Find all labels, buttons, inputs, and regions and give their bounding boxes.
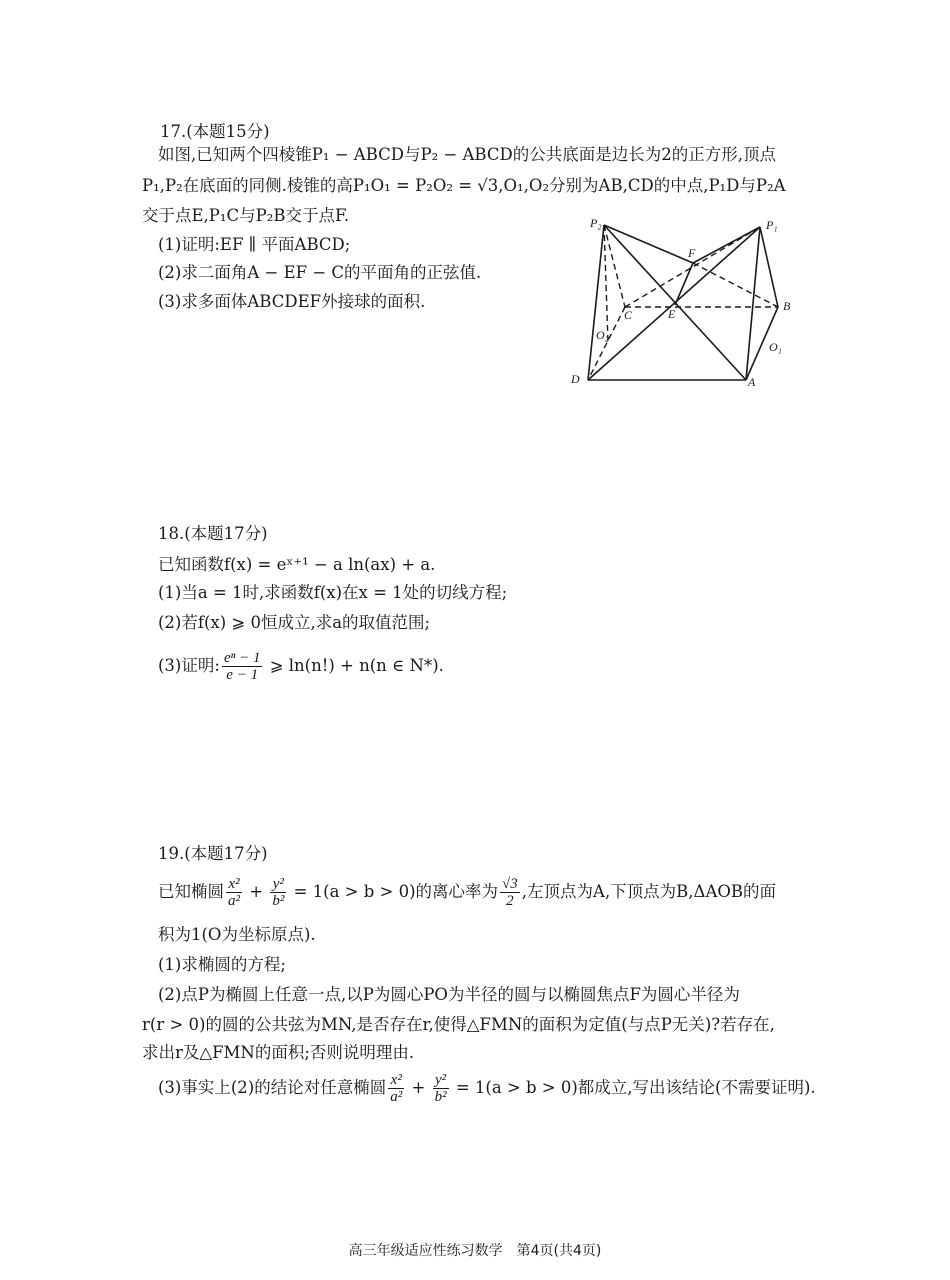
q19-x2-over-a2 bbox=[226, 876, 242, 909]
q18-part3 bbox=[158, 646, 444, 686]
q19-a2: a² bbox=[228, 893, 240, 909]
q19-part1: (1)求椭圆的方程; bbox=[158, 955, 286, 974]
label-O2: O₂ bbox=[596, 328, 609, 342]
q18-header: 18.(本题17分) bbox=[158, 524, 268, 543]
edge-P1-B bbox=[760, 227, 778, 307]
label-C: C bbox=[624, 308, 633, 322]
q17-header: 17.(本题15分) bbox=[160, 122, 270, 141]
label-B: B bbox=[783, 299, 791, 313]
q19-stem-mid: = 1(a > b > 0)的离心率为 bbox=[288, 882, 499, 901]
q19-b2: b² bbox=[272, 893, 285, 909]
q19-part3-prefix: (3)事实上(2)的结论对任意椭圆 bbox=[158, 1078, 387, 1097]
q18-stem: 已知函数f(x) = eˣ⁺¹ − a ln(ax) + a. bbox=[158, 555, 436, 574]
q19-two: 2 bbox=[506, 893, 514, 909]
label-A: A bbox=[748, 375, 756, 389]
q19-part3-b2: b² bbox=[434, 1089, 447, 1105]
label-P2: P₂ bbox=[590, 216, 602, 230]
edge-P2-D bbox=[588, 225, 604, 380]
label-P1: P₁ bbox=[766, 218, 778, 232]
q17-stem-line3: 交于点E,P₁C与P₂B交于点F. bbox=[142, 206, 350, 225]
q19-part2-line2: r(r > 0)的圆的公共弦为MN,是否存在r,使得△FMN的面积为定值(与点P无关)?若存在, bbox=[142, 1015, 775, 1034]
q19-eccentricity bbox=[500, 876, 520, 909]
q19-stem-line2: 积为1(O为坐标原点). bbox=[158, 925, 316, 944]
q18-part3-numerator: eⁿ − 1 bbox=[223, 650, 261, 666]
pyramid-figure bbox=[560, 215, 800, 395]
q19-part3-y2: y² bbox=[433, 1072, 449, 1089]
q19-part3-x2-over-a2 bbox=[388, 1072, 404, 1105]
q19-stem-prefix: 已知椭圆 bbox=[158, 882, 224, 901]
q19-part3-y2-over-b2 bbox=[433, 1072, 449, 1105]
q19-part2-line3: 求出r及△FMN的面积;否则说明理由. bbox=[142, 1043, 415, 1062]
q17-part1: (1)证明:EF ∥ 平面ABCD; bbox=[158, 235, 351, 254]
q17-stem-line1: 如图,已知两个四棱锥P₁ − ABCD与P₂ − ABCD的公共底面是边长为2的正方形,顶点 bbox=[158, 145, 776, 164]
label-F: F bbox=[688, 246, 696, 260]
page-footer: 高三年级适应性练习数学 第4页(共4页) bbox=[348, 1243, 602, 1259]
q19-y2: y² bbox=[270, 876, 286, 893]
q19-part3-x2: x² bbox=[388, 1072, 404, 1089]
edge-P2-F bbox=[604, 225, 693, 263]
q18-part3-prefix: (3)证明: bbox=[158, 656, 220, 675]
q19-stem-suffix: ,左顶点为A,下顶点为B,ΔAOB的面 bbox=[521, 882, 777, 901]
q19-sqrt3: √3 bbox=[502, 876, 518, 892]
q18-part3-fraction bbox=[222, 650, 263, 683]
q18-part3-denominator: e − 1 bbox=[226, 667, 259, 683]
label-D: D bbox=[571, 372, 580, 386]
q19-part3-suffix: = 1(a > b > 0)都成立,写出该结论(不需要证明). bbox=[450, 1078, 816, 1097]
q19-y2-over-b2 bbox=[270, 876, 286, 909]
q17-stem-line2: P₁,P₂在底面的同侧.棱锥的高P₁O₁ = P₂O₂ = √3,O₁,O₂分别为AB,CD的中点,P₁D与P₂A bbox=[142, 176, 786, 195]
q17-part2: (2)求二面角A − EF − C的平面角的正弦值. bbox=[158, 263, 482, 282]
edge-P2-O2-hidden bbox=[604, 225, 608, 342]
q19-x2: x² bbox=[226, 876, 242, 893]
edge-F-B-hidden bbox=[693, 263, 778, 307]
label-O1: O₁ bbox=[769, 340, 782, 354]
edge-C-P1-hidden bbox=[625, 227, 760, 307]
q19-part3: (3)事实上(2)的结论对任意椭圆 $\frac{\text{x²}}{\text{a²}}$ + $\frac{\text{y²}}{\text{b²}}$ = 1(a > b > 0)都成立,写出该结论(不需要证明). bbox=[158, 1072, 816, 1105]
q17-part3: (3)求多面体ABCDEF外接球的面积. bbox=[158, 292, 426, 311]
q19-part3-a2: a² bbox=[390, 1089, 403, 1105]
q19-stem-line1: 已知椭圆 $\frac{\text{x²}}{\text{a²}}$ + $\frac{\text{y²}}{\text{b²}}$ = 1(a > b > 0)的离心率为 $\frac{√3}{2}$ ,左顶点为A,下顶点为B,ΔAOB的面 bbox=[158, 876, 777, 909]
q18-part1: (1)当a = 1时,求函数f(x)在x = 1处的切线方程; bbox=[158, 583, 508, 602]
q19-header: 19.(本题17分) bbox=[158, 844, 268, 863]
q19-part2-line1: (2)点P为椭圆上任意一点,以P为圆心PO为半径的圆与以椭圆焦点F为圆心半径为 bbox=[158, 985, 740, 1004]
label-E: E bbox=[668, 307, 676, 321]
edge-P1-A bbox=[746, 227, 760, 380]
edge-P1-D bbox=[588, 227, 760, 380]
q18-part2: (2)若f(x) ⩾ 0恒成立,求a的取值范围; bbox=[158, 613, 431, 632]
q18-part3-suffix: ⩾ ln(n!) + n(n ∈ N*). bbox=[264, 656, 444, 675]
edge-F-E bbox=[675, 263, 693, 305]
